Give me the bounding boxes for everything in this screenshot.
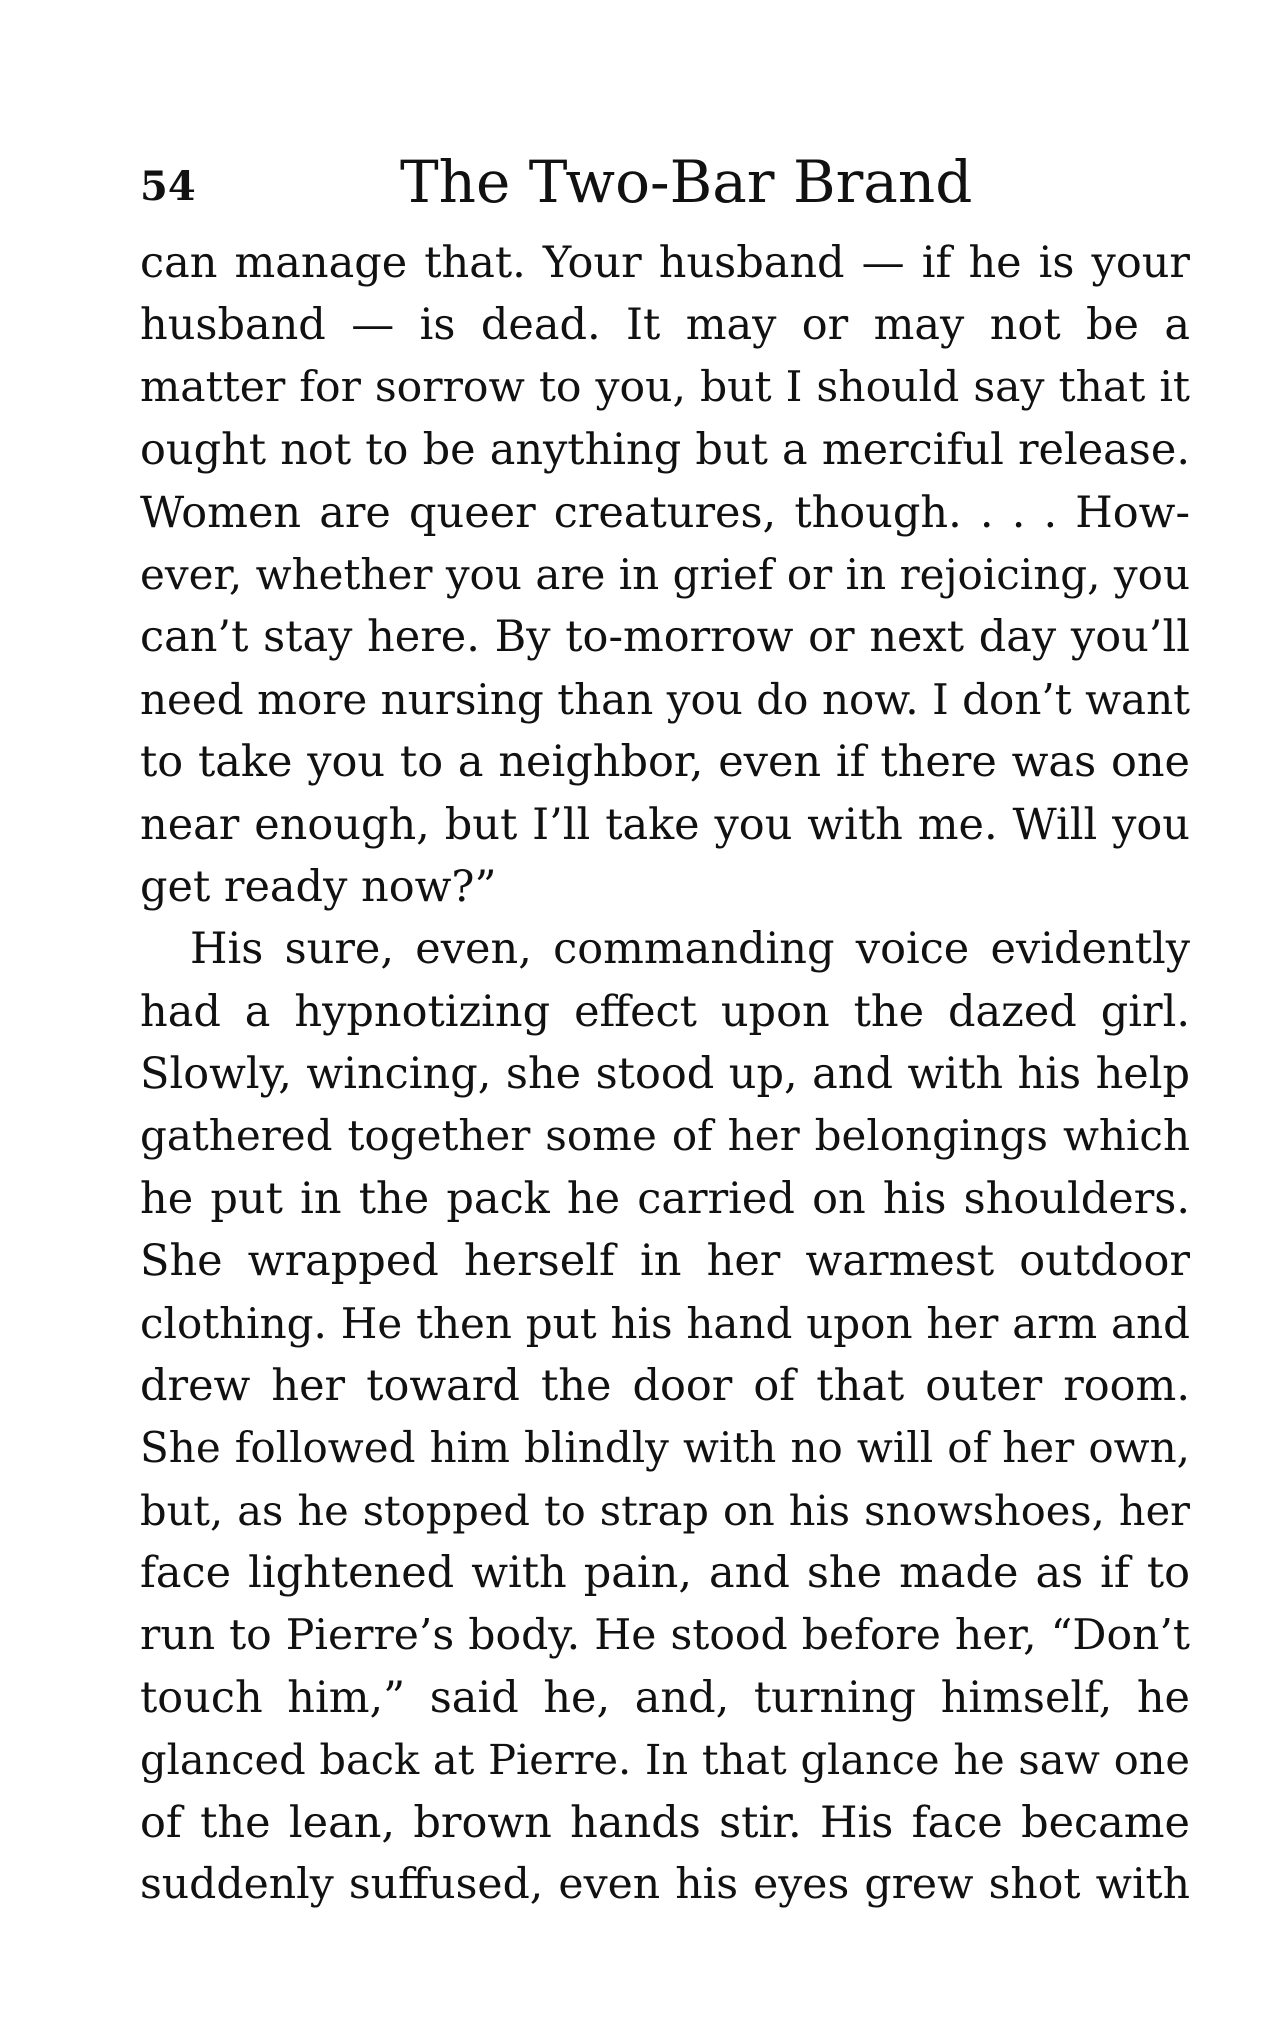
book-title: The Two-Bar Brand — [400, 148, 973, 216]
text-line: can manage that. Your husband — if he is your — [140, 238, 1190, 288]
text-line: husband — is dead. It may or may not be a — [140, 300, 1190, 351]
text-line: ought not to be anything but a merciful release. — [140, 425, 1190, 476]
text-line: gathered together some of her belongings which — [140, 1111, 1190, 1161]
text-line: had a hypnotizing effect upon the dazed girl. — [140, 986, 1190, 1037]
text-line: face lightened with pain, and she made as if to — [140, 1548, 1190, 1599]
text-line: drew her toward the door of that outer room. — [140, 1361, 1190, 1412]
text-line: Women are queer creatures, though. . . . How- — [140, 487, 1190, 538]
text-line: matter for sorrow to you, but I should say that it — [140, 362, 1190, 412]
text-line: to take you to a neighbor, even if there was one — [140, 737, 1190, 788]
page-number: 54 — [140, 163, 196, 210]
text-line: get ready now?” — [140, 861, 497, 912]
running-head — [140, 146, 1200, 226]
text-line: run to Pierre’s body. He stood before her, “Don’t — [140, 1610, 1190, 1660]
text-line: She wrapped herself in her warmest outdoor — [140, 1236, 1190, 1287]
text-line: of the lean, brown hands stir. His face became — [140, 1797, 1190, 1848]
text-line: need more nursing than you do now. I don’t want — [140, 674, 1190, 724]
text-line: but, as he stopped to strap on his snowshoes, her — [140, 1485, 1190, 1535]
text-line: Slowly, wincing, she stood up, and with his help — [140, 1049, 1190, 1100]
text-line: ever, whether you are in grief or in rejoicing, you — [140, 549, 1190, 599]
text-line: he put in the pack he carried on his shoulders. — [140, 1173, 1190, 1224]
body-text — [140, 232, 1190, 1917]
paragraph-first-line: His sure, even, commanding voice evidently — [190, 924, 1190, 975]
text-line: touch him,” said he, and, turning himself, he — [140, 1672, 1190, 1723]
text-line: She followed him blindly with no will of her own, — [140, 1423, 1190, 1473]
text-line: suddenly suffused, even his eyes grew shot with — [140, 1860, 1190, 1910]
text-line: near enough, but I’ll take you with me. Will you — [140, 799, 1190, 850]
text-line: glanced back at Pierre. In that glance he saw one — [140, 1735, 1190, 1785]
text-line: clothing. He then put his hand upon her arm and — [140, 1298, 1190, 1348]
text-line: can’t stay here. By to-morrow or next day you’ll — [140, 612, 1190, 663]
